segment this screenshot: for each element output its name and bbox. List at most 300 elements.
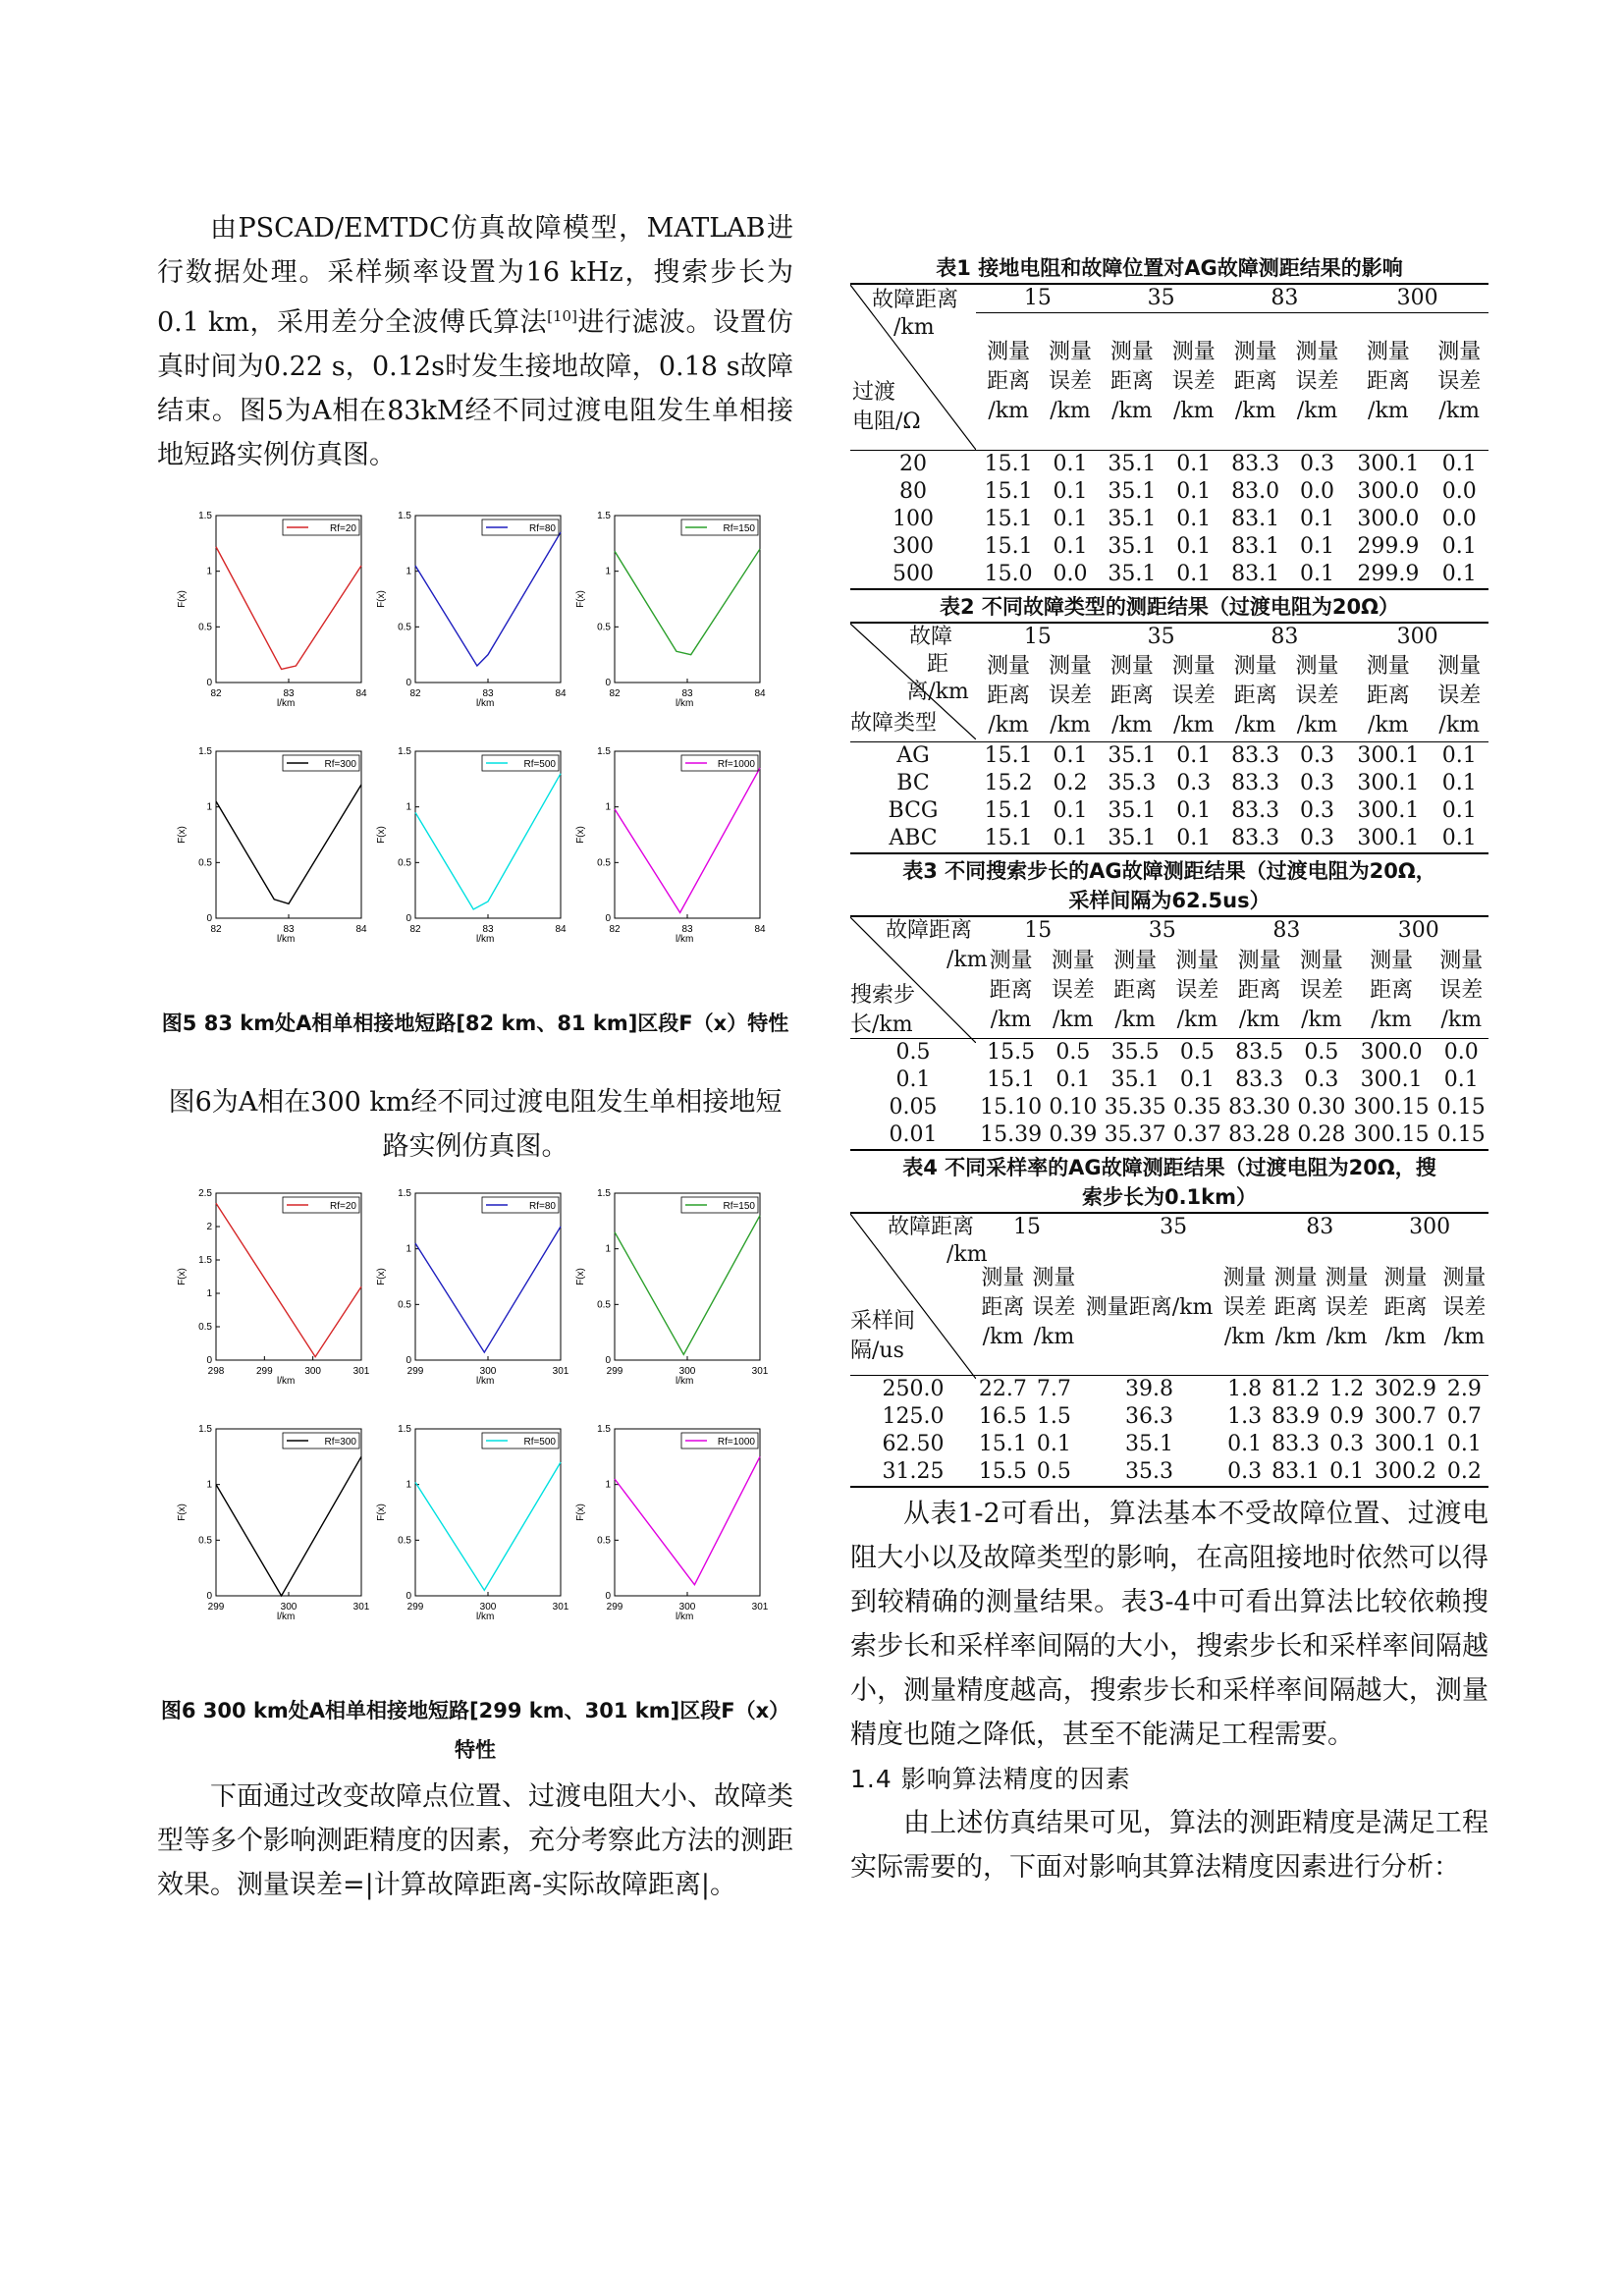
subheader-line: 误差 (1051, 978, 1095, 1004)
table-cell: 15.39 (980, 1122, 1043, 1147)
table-1-caption: 表1 接地电阻和故障位置对AG故障测距结果的影响 (936, 256, 1403, 280)
table-cell: 300.0 (1357, 479, 1420, 504)
y-axis-label: F(x) (575, 1503, 586, 1521)
column-subheader (1288, 313, 1347, 451)
x-tick-label: 299 (606, 1366, 623, 1377)
row-label: ABC (889, 825, 938, 850)
subheader-line: 距离 (1109, 368, 1154, 394)
column-subheader (1223, 313, 1288, 451)
table-row (850, 506, 1488, 533)
table-cell: 300.0 (1357, 507, 1420, 531)
row-label: 0.5 (895, 1040, 931, 1065)
y-tick-label: 1 (605, 801, 611, 813)
x-tick-label: 301 (751, 1602, 769, 1613)
table-cell: 83.9 (1271, 1403, 1321, 1429)
subheader-line: /km (1053, 1008, 1094, 1033)
chart-panel (167, 1183, 373, 1408)
x-tick-label: 84 (355, 688, 367, 699)
plot-frame (615, 1429, 760, 1596)
y-tick-label: 0.5 (198, 1535, 212, 1547)
table-cell: 7.7 (1036, 1376, 1071, 1401)
subheader-line: 测量 (987, 339, 1031, 364)
column-subheader (1346, 651, 1430, 741)
table-cell: 39.8 (1125, 1376, 1174, 1401)
subheader-line: 测量 (1171, 653, 1216, 679)
corner-top: 故障距离 (872, 288, 959, 312)
y-tick-label: 0.5 (597, 622, 611, 633)
x-axis-label: l/km (277, 1612, 296, 1622)
corner-top2: 距离/km (906, 652, 969, 704)
y-tick-label: 1.5 (398, 746, 411, 757)
column-subheader (1440, 1241, 1488, 1375)
plot-frame (615, 1193, 760, 1360)
y-tick-label: 1.5 (198, 1255, 212, 1266)
subheader-line: 误差 (1442, 1294, 1487, 1320)
chart-svg (167, 741, 373, 962)
y-axis-label: F(x) (575, 590, 586, 608)
y-axis-label: F(x) (177, 1268, 188, 1285)
y-tick-label: 0.5 (198, 857, 212, 869)
corner-top: 故障 (909, 625, 953, 649)
y-axis-label: F(x) (376, 1268, 387, 1285)
table-3 (850, 915, 1488, 1152)
column-subheader (1346, 313, 1430, 451)
y-axis-label: F(x) (177, 590, 188, 608)
table-cell: 0.37 (1172, 1122, 1221, 1147)
x-tick-label: 299 (406, 1366, 424, 1377)
table-cell: 0.35 (1172, 1095, 1221, 1120)
row-label: BCG (888, 797, 939, 823)
table-cell: 0.39 (1049, 1122, 1098, 1147)
table-cell: 0.1 (1441, 825, 1477, 850)
table-row (850, 770, 1488, 797)
subheader-line: 测量 (1032, 1265, 1076, 1290)
table-cell: 0.1 (1053, 507, 1088, 531)
group-header: 300 (1397, 917, 1439, 943)
table-cell: 1.2 (1329, 1376, 1365, 1401)
subheader-line: 误差 (1439, 978, 1484, 1004)
subheader-line: 误差 (1295, 368, 1339, 394)
group-header: 35 (1160, 1215, 1188, 1239)
table-cell: 0.1 (1036, 1431, 1071, 1456)
x-tick-label: 301 (352, 1602, 370, 1613)
column-subheader (1434, 945, 1488, 1039)
table-cell: 15.1 (987, 1067, 1036, 1092)
y-axis-label: F(x) (376, 590, 387, 608)
x-tick-label: 300 (304, 1366, 322, 1377)
subheader-line: /km (1234, 712, 1276, 738)
subheader-line: /km (1438, 712, 1481, 738)
legend-entry: Rf=150 (723, 523, 755, 534)
group-header: 300 (1409, 1215, 1451, 1239)
column-subheader (1046, 945, 1100, 1039)
table-row (850, 1121, 1488, 1150)
table-cell: 0.0 (1053, 562, 1088, 586)
column-subheader (1294, 945, 1348, 1039)
table-cell: 1.8 (1227, 1376, 1263, 1401)
table-cell: 300.1 (1375, 1431, 1436, 1456)
figure-6 (157, 1183, 795, 1645)
corner-top: 故障距离 (888, 1215, 975, 1239)
y-tick-label: 2 (206, 1222, 212, 1232)
group-header: 15 (1013, 1215, 1042, 1239)
subheader-line: /km (1114, 1008, 1156, 1033)
corner-top2: /km (947, 947, 988, 972)
chart-panel (366, 1419, 572, 1644)
table-cell: 0.0 (1299, 479, 1334, 504)
group-header: 35 (1148, 917, 1176, 943)
table-cell: 0.15 (1436, 1122, 1486, 1147)
row-label: AG (896, 742, 930, 768)
table-cell: 35.1 (1108, 742, 1157, 768)
x-tick-label: 300 (479, 1602, 497, 1613)
table-row (850, 561, 1488, 589)
legend-entry: Rf=150 (723, 1201, 755, 1212)
table-cell: 0.2 (1446, 1458, 1482, 1484)
table-cell: 83.1 (1231, 507, 1280, 531)
group-header: 35 (1100, 284, 1223, 313)
table-cell: 0.0 (1443, 1040, 1479, 1065)
table-3-caption-2: 采样间隔为62.5us） (1068, 888, 1271, 912)
chart-svg (167, 1419, 373, 1640)
column-subheader (1041, 313, 1100, 451)
table-3-corner (850, 916, 988, 1039)
y-tick-label: 1 (206, 1479, 212, 1491)
subheader-line: /km (1172, 398, 1215, 423)
subheader-line: /km (1368, 712, 1409, 738)
x-axis-label: l/km (476, 1376, 495, 1387)
subheader-line: 距离 (1237, 978, 1281, 1004)
y-tick-label: 1 (406, 801, 411, 813)
column-subheader (976, 651, 1041, 741)
y-tick-label: 0 (406, 1355, 411, 1366)
subheader-line: 距离 (1273, 1294, 1318, 1320)
table-cell: 0.3 (1329, 1431, 1365, 1456)
group-header: 83 (1272, 917, 1301, 943)
table-cell: 35.3 (1108, 770, 1157, 795)
column-subheader (1371, 1241, 1439, 1375)
legend-entry: Rf=20 (330, 1201, 356, 1212)
row-label: 100 (893, 507, 934, 531)
x-tick-label: 84 (754, 688, 766, 699)
table-cell: 0.3 (1299, 452, 1334, 476)
table-cell: 300.15 (1353, 1122, 1430, 1147)
subheader-line: 距离 (987, 368, 1031, 394)
subheader-line: /km (1296, 398, 1338, 423)
x-axis-label: l/km (476, 934, 495, 945)
y-tick-label: 1.5 (198, 746, 212, 757)
y-axis-label: F(x) (177, 826, 188, 844)
table-cell: 15.1 (984, 452, 1033, 476)
group-header: 15 (1024, 917, 1053, 943)
x-tick-label: 83 (482, 924, 494, 935)
chart-svg (366, 506, 572, 727)
subheader-line: /km (1050, 712, 1091, 738)
table-cell: 0.5 (1055, 1040, 1091, 1065)
column-subheader (1164, 651, 1223, 741)
table-cell: 35.1 (1125, 1431, 1174, 1456)
row-label: 300 (893, 534, 934, 559)
subheader-line: 测量 (1237, 949, 1281, 974)
subheader-line: /km (1296, 712, 1338, 738)
table-cell: 0.1 (1176, 507, 1212, 531)
y-axis-label: F(x) (177, 1503, 188, 1521)
table-row (850, 1431, 1488, 1458)
corner-bottom: 过渡 (852, 380, 896, 405)
table-cell: 0.3 (1299, 825, 1334, 850)
table-cell: 15.1 (984, 825, 1033, 850)
corner-bottom: 采样间 (850, 1309, 916, 1334)
table-4-caption-2: 索步长为0.1km） (1081, 1185, 1258, 1209)
subheader-line: 距离 (1233, 683, 1277, 708)
table-row (850, 478, 1488, 506)
subheader-line: 误差 (1171, 368, 1216, 394)
subheader-line: 测量 (1370, 949, 1414, 974)
row-label: 62.50 (882, 1431, 945, 1456)
subheader-line: 误差 (1171, 683, 1216, 708)
legend-entry: Rf=300 (324, 1437, 356, 1448)
y-tick-label: 0 (406, 913, 411, 924)
subheader-line: /km (1384, 1324, 1427, 1349)
subheader-line: /km (988, 712, 1029, 738)
table-cell: 300.1 (1357, 825, 1420, 850)
legend-entry: Rf=20 (330, 523, 356, 534)
subheader-line: 误差 (1325, 1294, 1369, 1320)
table-cell: 83.3 (1231, 797, 1280, 823)
table-cell: 35.1 (1108, 452, 1157, 476)
subheader-line: /km (1238, 1008, 1280, 1033)
subheader-line: /km (1050, 398, 1091, 423)
table-2-caption: 表2 不同故障类型的测距结果（过渡电阻为20Ω） (940, 595, 1399, 619)
column-subheader (1101, 945, 1170, 1039)
table-cell: 83.3 (1231, 770, 1280, 795)
x-tick-label: 301 (352, 1366, 370, 1377)
subheader-line: 距离 (1113, 978, 1158, 1004)
x-tick-label: 300 (479, 1366, 497, 1377)
subheader-line: /km (1274, 1324, 1317, 1349)
subheader-line: 测量 (1437, 653, 1482, 679)
table-row (850, 741, 1488, 770)
table-cell: 1.3 (1227, 1403, 1263, 1429)
corner-top2: /km (893, 315, 935, 340)
table-cell: 15.2 (984, 770, 1033, 795)
subheader-text: 测量距离/km (1085, 1294, 1214, 1320)
column-subheader (1430, 313, 1488, 451)
table-cell: 0.1 (1441, 452, 1477, 476)
table-cell: 35.1 (1108, 562, 1157, 586)
chart-panel (366, 1183, 572, 1408)
column-subheader (1430, 651, 1488, 741)
x-tick-label: 83 (283, 924, 295, 935)
y-tick-label: 2.5 (198, 1188, 212, 1199)
subheader-line: 误差 (1295, 683, 1339, 708)
table-cell: 0.3 (1299, 742, 1334, 768)
x-tick-label: 299 (606, 1602, 623, 1613)
subheader-line: /km (1368, 398, 1409, 423)
column-subheader (1223, 651, 1288, 741)
table-cell: 83.3 (1231, 742, 1280, 768)
column-subheader (976, 313, 1041, 451)
chart-panel (167, 1419, 373, 1644)
subheader-line: 测量 (1171, 339, 1216, 364)
subheader-line: 误差 (1048, 368, 1092, 394)
table-cell: 35.5 (1110, 1040, 1160, 1065)
y-axis-label: F(x) (575, 826, 586, 844)
x-tick-label: 298 (207, 1366, 225, 1377)
subheader-line: 误差 (1299, 978, 1343, 1004)
corner-bottom2: 隔/us (850, 1339, 904, 1363)
y-tick-label: 1.5 (597, 1188, 611, 1199)
figure-5 (157, 506, 795, 957)
x-tick-label: 82 (609, 688, 621, 699)
table-cell: 300.1 (1360, 1067, 1423, 1092)
table-cell: 0.1 (1176, 562, 1212, 586)
subheader-line: /km (982, 1324, 1024, 1349)
factor-paragraph: 由上述仿真结果可见，算法的测距精度是满足工程实际需要的，下面对影响其算法精度因素进行分析： (850, 1807, 1488, 1883)
subheader-line: 测量 (1299, 949, 1343, 974)
x-tick-label: 299 (207, 1602, 225, 1613)
table-cell: 1.5 (1036, 1403, 1071, 1429)
table-cell: 15.10 (980, 1095, 1043, 1120)
y-tick-label: 1.5 (398, 1188, 411, 1199)
table-cell: 0.28 (1297, 1122, 1346, 1147)
table-cell: 0.1 (1441, 534, 1477, 559)
plot-frame (415, 751, 561, 918)
table-cell: 83.3 (1231, 452, 1280, 476)
y-tick-label: 0 (605, 913, 611, 924)
table-cell: 83.0 (1231, 479, 1280, 504)
table-cell: 300.1 (1357, 452, 1420, 476)
subheader-line: 测量 (1439, 949, 1484, 974)
x-tick-label: 82 (210, 688, 222, 699)
y-tick-label: 0 (605, 1591, 611, 1602)
x-axis-label: l/km (676, 1612, 694, 1622)
table-row (850, 1458, 1488, 1487)
subheader-line: 距离 (1383, 1294, 1428, 1320)
y-tick-label: 1.5 (398, 511, 411, 521)
x-axis-label: l/km (676, 934, 694, 945)
table-cell: 83.5 (1235, 1040, 1284, 1065)
corner-bottom2: 电阻/Ω (852, 410, 921, 434)
table-2-corner (850, 623, 976, 741)
subheader-line: 距离 (989, 978, 1033, 1004)
table-cell: 0.1 (1299, 562, 1334, 586)
row-label: 20 (899, 452, 927, 476)
subheader-line: /km (1223, 1324, 1266, 1349)
table-3-caption: 表3 不同搜索步长的AG故障测距结果（过渡电阻为20Ω， (902, 858, 1436, 883)
table-cell: 0.1 (1053, 742, 1088, 768)
table-cell: 0.0 (1441, 479, 1477, 504)
subheader-line: /km (1176, 1008, 1218, 1033)
subheader-line: /km (1443, 1324, 1486, 1349)
chart-panel (566, 741, 772, 966)
table-cell: 0.1 (1053, 452, 1088, 476)
intro-paragraph: 由PSCAD/EMTDC仿真故障模型，MATLAB进行数据处理。采样频率设置为16 kHz，搜索步长为0.1 km，采用差分全波傅氏算法[10]进行滤波。设置仿真时间为0.22 s，0.12s时发生接地故障，0.18 s故障结束。图5为A相在83kM经不同过渡电阻发生单相接地短路实例仿真图。 (157, 213, 794, 470)
table-cell: 0.30 (1297, 1095, 1346, 1120)
table-cell: 300.1 (1357, 742, 1420, 768)
column-subheader (1100, 651, 1164, 741)
table-cell: 15.1 (984, 479, 1033, 504)
y-tick-label: 0 (206, 678, 212, 688)
x-axis-label: l/km (476, 698, 495, 709)
x-tick-label: 300 (280, 1602, 298, 1613)
table-cell: 0.1 (1299, 507, 1334, 531)
row-label: 80 (899, 479, 927, 504)
table-cell: 83.30 (1228, 1095, 1291, 1120)
row-label: 250.0 (882, 1376, 945, 1401)
table-cell: 0.1 (1053, 534, 1088, 559)
chart-svg (167, 506, 373, 727)
y-tick-label: 0.5 (597, 1299, 611, 1311)
table-row (850, 1094, 1488, 1121)
table-cell: 0.1 (1053, 825, 1088, 850)
table-cell: 83.3 (1235, 1067, 1284, 1092)
x-tick-label: 84 (555, 924, 567, 935)
x-tick-label: 83 (681, 688, 693, 699)
x-tick-label: 82 (409, 688, 421, 699)
column-subheader (1030, 1241, 1078, 1375)
table-row (850, 797, 1488, 825)
x-tick-label: 299 (406, 1602, 424, 1613)
table-cell: 0.1 (1441, 742, 1477, 768)
table-cell: 0.3 (1176, 770, 1212, 795)
table-cell: 15.1 (984, 797, 1033, 823)
chart-svg (167, 1183, 373, 1404)
y-tick-label: 1.5 (597, 746, 611, 757)
subheader-line: 测量 (1366, 653, 1410, 679)
chart-panel (566, 506, 772, 731)
table-cell: 0.3 (1227, 1458, 1263, 1484)
subheader-line: /km (990, 1008, 1032, 1033)
subheader-line: /km (1438, 398, 1481, 423)
x-tick-label: 301 (552, 1366, 569, 1377)
subheader-line: 误差 (1032, 1294, 1076, 1320)
subheader-line: 误差 (1437, 368, 1482, 394)
table-cell: 83.1 (1231, 562, 1280, 586)
subheader-line: 距离 (1366, 683, 1410, 708)
table-cell: 35.1 (1108, 825, 1157, 850)
subheader-line: /km (1033, 1324, 1075, 1349)
y-axis-label: F(x) (376, 826, 387, 844)
subheader-line: 距离 (1109, 683, 1154, 708)
legend-entry: Rf=1000 (717, 759, 755, 770)
subheader-line: /km (1172, 712, 1215, 738)
row-label: 0.1 (895, 1067, 931, 1092)
subheader-line: 距离 (987, 683, 1031, 708)
corner-top2: /km (947, 1242, 988, 1267)
y-tick-label: 0 (206, 913, 212, 924)
table-cell: 299.9 (1357, 562, 1420, 586)
subheader-line: 测量 (1437, 339, 1482, 364)
table-cell: 0.10 (1049, 1095, 1098, 1120)
table-cell: 35.1 (1110, 1067, 1160, 1092)
subheader-line: 测量 (1383, 1265, 1428, 1290)
y-tick-label: 1 (406, 1243, 411, 1255)
x-tick-label: 84 (754, 924, 766, 935)
table-cell: 0.1 (1441, 770, 1477, 795)
x-tick-label: 301 (552, 1602, 569, 1613)
y-tick-label: 0.5 (398, 1299, 411, 1311)
y-tick-label: 0.5 (198, 1322, 212, 1333)
table-cell: 83.1 (1231, 534, 1280, 559)
table-cell: 0.1 (1176, 797, 1212, 823)
table-row (850, 1375, 1488, 1403)
plot-frame (216, 1193, 361, 1360)
legend-entry: Rf=500 (523, 759, 556, 770)
chart-svg (366, 741, 572, 962)
measure-paragraph: 下面通过改变故障点位置、过渡电阻大小、故障类型等多个影响测距精度的因素，充分考察此方法的测距效果。测量误差=|计算故障距离-实际故障距离|。 (157, 1781, 793, 1900)
table-cell: 0.5 (1304, 1040, 1339, 1065)
